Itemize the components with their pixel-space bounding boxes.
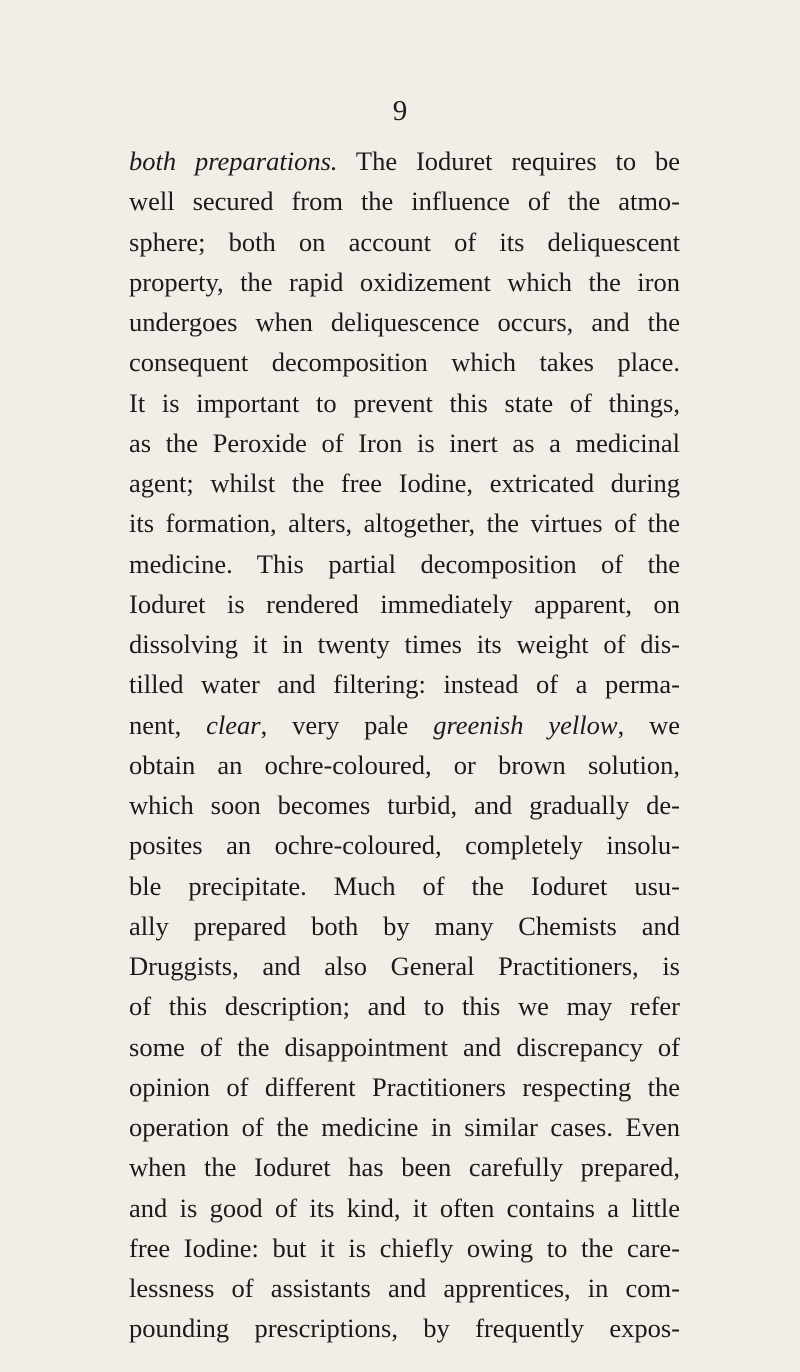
text-segment: as the Peroxide of Iron is inert as a medicinal <box>129 427 680 458</box>
text-segment: Ioduret is rendered immediately apparent, on <box>129 588 680 619</box>
text-line <box>129 624 680 664</box>
body-text <box>129 141 680 1349</box>
text-segment: The Ioduret requires to be <box>337 146 680 176</box>
text-segment: agent; whilst the free Iodine, extricated during <box>129 468 680 498</box>
text-line <box>129 664 680 704</box>
text-line <box>129 825 680 865</box>
text-segment: its formation, alters, altogether, the virtues of the <box>129 508 680 539</box>
text-segment: property, the rapid oxidizement which the iron <box>129 266 680 297</box>
text-line <box>129 423 680 463</box>
text-line <box>129 1147 680 1187</box>
text-segment: obtain an ochre-coloured, or brown solution, <box>129 749 680 780</box>
text-line <box>129 1188 680 1228</box>
text-segment: , very pale <box>260 709 434 740</box>
text-line <box>129 1228 680 1268</box>
text-segment: pounding prescriptions, by frequently expos- <box>129 1313 680 1344</box>
text-line <box>129 745 680 785</box>
text-line <box>129 222 680 262</box>
text-segment: nent, <box>129 709 207 740</box>
text-line <box>129 986 680 1026</box>
text-segment: opinion of different Practitioners respecting the <box>129 1071 680 1102</box>
text-segment: well secured from the influence of the atmo- <box>129 186 680 217</box>
text-line <box>129 1308 680 1348</box>
text-segment: undergoes when deliquescence occurs, and the <box>129 307 680 337</box>
text-segment: consequent decomposition which takes place. <box>129 347 680 378</box>
text-line <box>129 1067 680 1107</box>
text-line <box>129 584 680 624</box>
text-segment: tilled water and filtering: instead of a perma- <box>129 669 680 700</box>
text-segment: of this description; and to this we may refer <box>129 991 680 1022</box>
text-line <box>129 302 680 342</box>
text-segment: posites an ochre-coloured, completely insolu- <box>129 830 680 861</box>
italic-text: both preparations. <box>129 146 338 176</box>
text-line <box>129 262 680 302</box>
text-segment: It is important to prevent this state of things, <box>129 387 680 418</box>
text-line <box>129 1027 680 1067</box>
text-line <box>129 946 680 986</box>
text-segment: lessness of assistants and apprentices, in com- <box>129 1273 680 1303</box>
italic-text: clear <box>206 709 261 740</box>
text-line <box>129 463 680 503</box>
text-segment: dissolving it in twenty times its weight of dis- <box>129 629 680 659</box>
text-segment: ble precipitate. Much of the Ioduret usu- <box>129 870 680 901</box>
text-segment: some of the disappointment and discrepancy of <box>129 1031 680 1062</box>
text-line <box>129 503 680 543</box>
text-line <box>129 342 680 382</box>
text-segment: when the Ioduret has been carefully prepared, <box>129 1152 680 1183</box>
text-segment: operation of the medicine in similar cases. Even <box>129 1112 680 1142</box>
text-segment: Druggists, and also General Practitioners, is <box>129 951 680 981</box>
text-line <box>129 181 680 221</box>
text-segment: which soon becomes turbid, and gradually de- <box>129 790 680 820</box>
text-segment: free Iodine: but it is chiefly owing to the care- <box>129 1232 680 1263</box>
page-number: 9 <box>392 95 408 127</box>
text-line <box>129 1107 680 1147</box>
text-line <box>129 1268 680 1308</box>
text-segment: , we <box>617 709 681 740</box>
text-line <box>129 906 680 946</box>
text-line <box>129 785 680 825</box>
text-segment: and is good of its kind, it often contains a little <box>129 1192 680 1223</box>
text-line <box>129 705 680 745</box>
italic-text: greenish yellow <box>433 709 618 740</box>
text-line <box>129 544 680 584</box>
text-line <box>129 866 680 906</box>
text-segment: medicine. This partial decomposition of the <box>129 548 680 579</box>
text-line <box>129 141 680 181</box>
text-segment: ally prepared both by many Chemists and <box>129 910 680 941</box>
text-line <box>129 383 680 423</box>
text-segment: sphere; both on account of its deliquescent <box>129 226 680 257</box>
